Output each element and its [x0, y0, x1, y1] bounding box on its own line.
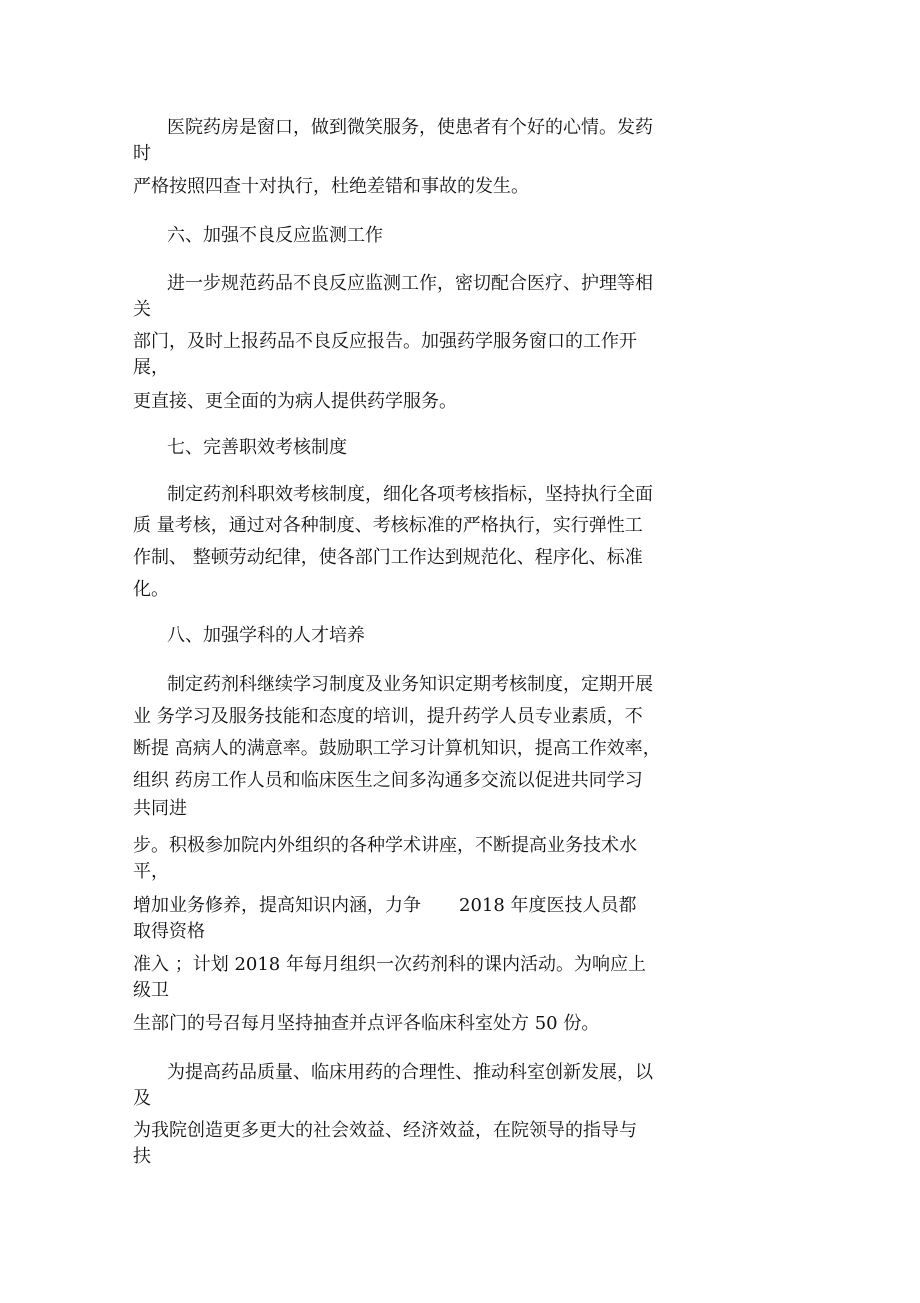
para4-line6-wrap: 取得资格 [133, 921, 205, 942]
para2-line2: 部门，及时上报药品不良反应报告。加强药学服务窗口的工作开 [133, 331, 637, 352]
para1-line2: 严格按照四查十对执行，杜绝差错和事故的发生。 [133, 176, 529, 197]
para4-line2: 业 务学习及服务技能和态度的培训，提升药学人员专业素质，不 [133, 706, 643, 727]
para3-line2: 质 量考核，通过对各种制度、考核标准的严格执行，实行弹性工 [133, 515, 643, 536]
para4-line7-wrap: 级卫 [133, 980, 169, 1001]
para5-line2: 为我院创造更多更大的社会效益、经济效益，在院领导的指导与 [133, 1120, 637, 1141]
heading-section-7: 七、完善职效考核制度 [167, 437, 347, 458]
para2-line2-wrap: 展， [133, 357, 169, 378]
para4-line7: 准入 ；计划 2018 年每月组织一次药剂科的课内活动。为响应上 [133, 954, 646, 975]
para5-line2-wrap: 扶 [133, 1146, 151, 1167]
para4-line3: 断提 高病人的满意率。鼓励职工学习计算机知识，提高工作效率， [133, 738, 661, 759]
para4-line1: 制定药剂科继续学习制度及业务知识定期考核制度，定期开展 [167, 674, 653, 695]
heading-section-6: 六、加强不良反应监测工作 [167, 225, 383, 246]
para4-line4-wrap: 共同进 [133, 798, 187, 819]
para2-line1: 进一步规范药品不良反应监测工作，密切配合医疗、护理等相 [167, 273, 653, 294]
para2-line1-wrap: 关 [133, 299, 151, 320]
para4-line4: 组织 药房工作人员和临床医生之间多沟通多交流以促进共同学习 [133, 770, 643, 791]
para3-line4: 化。 [133, 579, 169, 600]
para5-line1-wrap: 及 [133, 1088, 151, 1109]
para1-line1-wrap: 时 [133, 143, 151, 164]
para4-line6 [133, 893, 693, 919]
para1-line1: 医院药房是窗口，做到微笑服务，使患者有个好的心情。发药 [167, 117, 653, 138]
para4-line5: 步。积极参加院内外组织的各种学术讲座，不断提高业务技术水 [133, 835, 637, 856]
para4-line8: 生部门的号召每月坚持抽查并点评各临床科室处方 50 份。 [133, 1013, 600, 1034]
heading-section-8: 八、加强学科的人才培养 [167, 625, 365, 646]
para2-line3: 更直接、更全面的为病人提供药学服务。 [133, 391, 457, 412]
para3-line3: 作制、 整顿劳动纪律，使各部门工作达到规范化、程序化、标准 [133, 547, 643, 568]
para3-line1: 制定药剂科职效考核制度，细化各项考核指标，坚持执行全面 [167, 484, 653, 505]
para5-line1: 为提高药品质量、临床用药的合理性、推动科室创新发展，以 [167, 1062, 653, 1083]
para4-line5-wrap: 平， [133, 861, 169, 882]
para4-line6-part-a: 增加业务修养，提高知识内涵，力争 [133, 895, 421, 916]
para4-line6-part-b: 2018 年度医技人员都 [459, 895, 637, 916]
